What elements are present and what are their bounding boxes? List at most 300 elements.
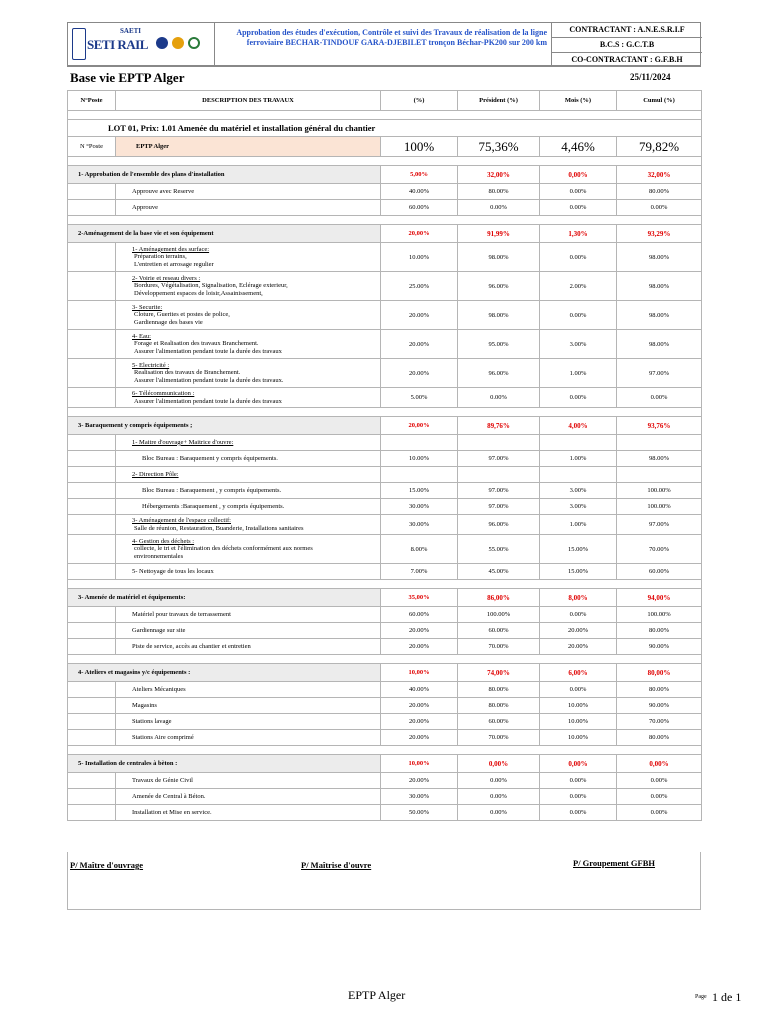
table-row (68, 623, 702, 639)
row-month: 0.00% (540, 773, 617, 789)
row-cumul: 100.00% (617, 607, 702, 623)
table-row (68, 714, 702, 730)
contractant-box (551, 23, 702, 65)
row-description-line: Cloture, Guerites et postes de police, (134, 311, 230, 319)
row-prev (458, 435, 540, 451)
row-cumul (617, 467, 702, 483)
row-pct (381, 467, 458, 483)
row-pct: 20.00% (381, 773, 458, 789)
row-prev: 96.00% (458, 515, 540, 535)
row-description-line: collecte, le tri et l'élimination des déchets conformément aux normes (134, 545, 313, 553)
row-poste (68, 682, 116, 698)
row-month: 10.00% (540, 698, 617, 714)
table-row (68, 301, 702, 330)
section-month: 0,00% (540, 166, 617, 184)
section-row (68, 589, 702, 607)
row-pct: 8.00% (381, 535, 458, 564)
row-pct: 40.00% (381, 184, 458, 200)
summary-cumul: 79,82% (617, 137, 702, 157)
row-month: 10.00% (540, 730, 617, 746)
table-row (68, 607, 702, 623)
row-cumul: 70.00% (617, 714, 702, 730)
row-prev: 98.00% (458, 301, 540, 330)
signature-area (67, 852, 701, 910)
bcs: B.C.S : G.C.T.B (552, 38, 702, 53)
row-description-line: Salle de réunion, Restauration, Buanderie, Installations sanitaires (134, 524, 304, 532)
section-month: 4,00% (540, 417, 617, 435)
row-poste (68, 639, 116, 655)
row-cumul: 100.00% (617, 483, 702, 499)
spacer (68, 746, 702, 755)
row-description-line: Forage et Realisation des travaux Branchement. (134, 340, 259, 348)
row-poste (68, 773, 116, 789)
row-description-line: Bordures, Végétalisation, Signalisation, Eclérage exterieur, (134, 282, 288, 290)
row-cumul: 0.00% (617, 789, 702, 805)
row-description (116, 272, 381, 301)
section-pct: 20,00% (381, 225, 458, 243)
row-description-line: 2- Direction Pôle: (132, 470, 179, 478)
table-row (68, 359, 702, 388)
signature-groupement: P/ Groupement GFBH (573, 858, 656, 868)
section-prev: 89,76% (458, 417, 540, 435)
spacer (68, 111, 702, 120)
row-description-line: Travaux de Génie Civil (132, 776, 193, 784)
row-description-line: 4- Gestion des déchets : (132, 537, 195, 545)
row-month: 20.00% (540, 623, 617, 639)
row-pct: 30.00% (381, 515, 458, 535)
row-description-line: L'entretien et arrosage regulier (134, 260, 214, 268)
row-poste (68, 243, 116, 272)
spacer (68, 655, 702, 664)
row-description (116, 682, 381, 698)
section-month: 0,00% (540, 755, 617, 773)
partner-logo-3-icon (188, 37, 200, 49)
table-row (68, 435, 702, 451)
document-header (67, 22, 701, 66)
row-description (116, 243, 381, 272)
row-poste (68, 515, 116, 535)
col-description: DESCRIPTION DES TRAVAUX (116, 91, 381, 111)
row-description-line: Développement espaces de loisir,Assainissement, (134, 289, 263, 297)
row-description-line: 6- Télécommunication : (132, 390, 195, 397)
row-cumul: 0.00% (617, 200, 702, 216)
row-description-line: 4- Eau: (132, 332, 151, 340)
row-cumul: 97.00% (617, 515, 702, 535)
row-prev: 55.00% (458, 535, 540, 564)
row-pct: 25.00% (381, 272, 458, 301)
seti-emblem-icon (72, 28, 86, 60)
row-description-line: Matériel pour travaux de terrassement (132, 610, 231, 618)
row-month (540, 435, 617, 451)
row-month: 0.00% (540, 200, 617, 216)
table-row (68, 698, 702, 714)
section-cumul: 32,00% (617, 166, 702, 184)
row-month: 3.00% (540, 499, 617, 515)
row-prev: 97.00% (458, 451, 540, 467)
row-prev: 0.00% (458, 388, 540, 408)
logo-area (68, 23, 215, 65)
row-description-line: Stations lavage (132, 717, 172, 725)
row-pct: 10.00% (381, 243, 458, 272)
row-pct: 20.00% (381, 301, 458, 330)
row-description (116, 639, 381, 655)
row-prev: 80.00% (458, 682, 540, 698)
row-prev: 100.00% (458, 607, 540, 623)
saeti-logo: SAETI (120, 27, 142, 35)
row-description (116, 483, 381, 499)
table-row (68, 200, 702, 216)
row-cumul: 0.00% (617, 805, 702, 821)
row-poste (68, 730, 116, 746)
row-poste (68, 388, 116, 408)
row-description (116, 789, 381, 805)
table-row (68, 564, 702, 580)
row-description (116, 564, 381, 580)
row-description (116, 535, 381, 564)
row-description-line: Gardiennage des bases vie (134, 318, 203, 326)
row-description-line: Gardiennage sur site (132, 626, 186, 634)
summary-row (68, 137, 702, 157)
row-month: 0.00% (540, 607, 617, 623)
row-pct: 20.00% (381, 698, 458, 714)
summary-name: EPTP Alger (116, 137, 381, 157)
col-poste: N°Poste (68, 91, 116, 111)
col-cumul: Cumul (%) (617, 91, 702, 111)
row-cumul: 98.00% (617, 301, 702, 330)
row-description-line: Magasins (132, 701, 157, 709)
row-description-line: Bloc Bureau : Baraquement y compris équipements. (142, 454, 278, 462)
row-description-line: Installation et Mise en service. (132, 808, 212, 816)
row-cumul: 90.00% (617, 698, 702, 714)
row-poste (68, 467, 116, 483)
row-pct: 60.00% (381, 607, 458, 623)
row-description (116, 359, 381, 388)
row-description (116, 451, 381, 467)
row-poste (68, 435, 116, 451)
row-prev: 0.00% (458, 805, 540, 821)
row-pct: 20.00% (381, 730, 458, 746)
row-description (116, 714, 381, 730)
row-pct: 7.00% (381, 564, 458, 580)
spacer (68, 580, 702, 589)
section-title: 4- Ateliers et magasins y/c équipements : (68, 664, 381, 682)
row-poste (68, 330, 116, 359)
section-pct: 5,00% (381, 166, 458, 184)
row-prev: 60.00% (458, 714, 540, 730)
co-contractant: CO-CONTRACTANT : G.F.B.H (571, 55, 683, 64)
row-pct: 20.00% (381, 330, 458, 359)
row-cumul: 80.00% (617, 184, 702, 200)
row-month: 10.00% (540, 714, 617, 730)
row-description (116, 184, 381, 200)
row-description-line: Stations Aire comprimé (132, 733, 194, 741)
footer-page-value: 1 de 1 (712, 990, 742, 1004)
table-row (68, 773, 702, 789)
table-row (68, 483, 702, 499)
table-row (68, 805, 702, 821)
spacer (68, 157, 702, 166)
sections-body (68, 157, 702, 821)
row-month: 0.00% (540, 243, 617, 272)
row-poste (68, 789, 116, 805)
row-cumul (617, 435, 702, 451)
section-title: 3- Baraquement y compris équipements ; (68, 417, 381, 435)
section-title: 1- Approbation de l'ensemble des plans d'installation (68, 166, 381, 184)
row-cumul: 90.00% (617, 639, 702, 655)
row-month: 1.00% (540, 359, 617, 388)
row-description-line: 3- Securite: (132, 303, 163, 311)
row-pct: 60.00% (381, 200, 458, 216)
seti-rail-logo: SETI RAIL (87, 37, 148, 52)
row-description-line: Assurer l'alimentation pendant toute la durée des travaux (134, 347, 282, 355)
section-pct: 10,00% (381, 664, 458, 682)
row-prev: 98.00% (458, 243, 540, 272)
row-prev: 0.00% (458, 200, 540, 216)
lot-title: LOT 01, Prix: 1.01 Amenée du matériel et installation général du chantier (68, 120, 702, 137)
row-description (116, 388, 381, 408)
row-cumul: 0.00% (617, 388, 702, 408)
row-prev (458, 467, 540, 483)
row-month: 0.00% (540, 682, 617, 698)
row-month: 15.00% (540, 564, 617, 580)
row-cumul: 70.00% (617, 535, 702, 564)
row-month: 2.00% (540, 272, 617, 301)
section-row (68, 225, 702, 243)
row-month: 0.00% (540, 184, 617, 200)
row-description (116, 499, 381, 515)
row-description (116, 200, 381, 216)
row-prev: 70.00% (458, 730, 540, 746)
footer-center: EPTP Alger (348, 988, 406, 1002)
row-description (116, 330, 381, 359)
row-description-line: environnementales (134, 552, 184, 560)
section-row (68, 755, 702, 773)
row-prev: 97.00% (458, 499, 540, 515)
section-prev: 32,00% (458, 166, 540, 184)
row-prev: 0.00% (458, 773, 540, 789)
col-month: Mois (%) (540, 91, 617, 111)
table-row (68, 388, 702, 408)
row-month: 3.00% (540, 330, 617, 359)
doc-date: 25/11/2024 (630, 72, 671, 82)
section-cumul: 93,29% (617, 225, 702, 243)
row-month (540, 467, 617, 483)
table-row (68, 535, 702, 564)
row-prev: 45.00% (458, 564, 540, 580)
section-prev: 0,00% (458, 755, 540, 773)
spacer (68, 216, 702, 225)
row-description-line: Assurer l'alimentation pendant toute la durée des travaux (134, 397, 282, 405)
row-description (116, 623, 381, 639)
table-row (68, 272, 702, 301)
row-description (116, 805, 381, 821)
table-row (68, 499, 702, 515)
row-description-line: Amenée de Central à Béton. (132, 792, 206, 800)
row-pct: 5.00% (381, 388, 458, 408)
row-description-line: Assurer l'alimentation pendant toute la durée des travaux. (134, 376, 284, 384)
row-pct (381, 435, 458, 451)
row-poste (68, 607, 116, 623)
lot-row (68, 120, 702, 137)
section-pct: 20,00% (381, 417, 458, 435)
row-month: 0.00% (540, 805, 617, 821)
section-cumul: 0,00% (617, 755, 702, 773)
row-poste (68, 805, 116, 821)
row-pct: 20.00% (381, 359, 458, 388)
row-poste (68, 535, 116, 564)
row-month: 1.00% (540, 515, 617, 535)
section-title: 3- Amenée de matériel et équipements: (68, 589, 381, 607)
row-description-line: 5- Electricité : (132, 361, 170, 369)
row-poste (68, 698, 116, 714)
row-prev: 0.00% (458, 789, 540, 805)
row-prev: 96.00% (458, 359, 540, 388)
table-row (68, 184, 702, 200)
row-poste (68, 623, 116, 639)
signature-maitrise-ouvre: P/ Maîtrise d'ouvre (301, 860, 372, 870)
row-description (116, 301, 381, 330)
table-row (68, 515, 702, 535)
row-description (116, 698, 381, 714)
footer-page-label: Page (695, 994, 707, 1000)
row-month: 20.00% (540, 639, 617, 655)
row-description-line: Realisation des travaux de Branchement. (134, 369, 241, 377)
row-prev: 96.00% (458, 272, 540, 301)
row-description-line: 5- Nettoyage de tous les locaux (132, 567, 214, 575)
row-month: 0.00% (540, 388, 617, 408)
row-pct: 15.00% (381, 483, 458, 499)
row-description-line: 3- Aménagement de l'espace collectif: (132, 517, 231, 524)
row-poste (68, 301, 116, 330)
row-poste (68, 483, 116, 499)
summary-prev: 75,36% (458, 137, 540, 157)
row-cumul: 98.00% (617, 272, 702, 301)
row-cumul: 100.00% (617, 499, 702, 515)
row-cumul: 98.00% (617, 451, 702, 467)
section-cumul: 80,00% (617, 664, 702, 682)
summary-pct: 100% (381, 137, 458, 157)
row-pct: 50.00% (381, 805, 458, 821)
row-poste (68, 272, 116, 301)
row-description (116, 515, 381, 535)
section-prev: 91,99% (458, 225, 540, 243)
row-cumul: 98.00% (617, 330, 702, 359)
row-description-line: Hébergements :Baraquement , y compris équipements. (142, 502, 285, 510)
row-prev: 60.00% (458, 623, 540, 639)
table-row (68, 682, 702, 698)
row-description-line: 1- Maitre d'ouvrage+ Maitrice d'ouvre: (132, 438, 234, 446)
partner-logo-2-icon (172, 37, 184, 49)
row-description-line: 1- Aménagement des surface: (132, 245, 210, 253)
row-description-line: 2- Voirie et reseau divers : (132, 274, 201, 282)
row-prev: 95.00% (458, 330, 540, 359)
row-poste (68, 359, 116, 388)
table-row (68, 467, 702, 483)
row-poste (68, 451, 116, 467)
row-description-line: Bloc Bureau : Baraquement , y compris équipements. (142, 486, 282, 494)
row-pct: 10.00% (381, 451, 458, 467)
row-description-line: Approuve (132, 203, 158, 211)
header-divider (67, 66, 701, 67)
row-month: 3.00% (540, 483, 617, 499)
table-row (68, 639, 702, 655)
section-row (68, 166, 702, 184)
table-row (68, 243, 702, 272)
row-description (116, 467, 381, 483)
row-month: 15.00% (540, 535, 617, 564)
table-header (68, 91, 702, 111)
row-prev: 80.00% (458, 698, 540, 714)
table-row (68, 730, 702, 746)
row-description-line: Préparation terrains, (134, 253, 187, 261)
row-pct: 30.00% (381, 789, 458, 805)
section-prev: 86,00% (458, 589, 540, 607)
section-cumul: 94,00% (617, 589, 702, 607)
row-poste (68, 200, 116, 216)
row-description-line: Approuve avec Reserve (132, 187, 195, 195)
col-pct: (%) (381, 91, 458, 111)
row-poste (68, 184, 116, 200)
table-row (68, 330, 702, 359)
signature-maitre-ouvrage: P/ Maître d'ouvrage (70, 860, 144, 870)
row-cumul: 97.00% (617, 359, 702, 388)
section-pct: 35,00% (381, 589, 458, 607)
summary-month: 4,46% (540, 137, 617, 157)
section-month: 8,00% (540, 589, 617, 607)
row-pct: 20.00% (381, 623, 458, 639)
row-cumul: 80.00% (617, 682, 702, 698)
table-row (68, 451, 702, 467)
doc-title: Base vie EPTP Alger (70, 70, 185, 85)
row-pct: 20.00% (381, 714, 458, 730)
row-cumul: 60.00% (617, 564, 702, 580)
section-row (68, 417, 702, 435)
section-cumul: 93,76% (617, 417, 702, 435)
row-poste (68, 499, 116, 515)
section-month: 1,30% (540, 225, 617, 243)
row-pct: 20.00% (381, 639, 458, 655)
row-cumul: 80.00% (617, 623, 702, 639)
row-pct: 30.00% (381, 499, 458, 515)
row-prev: 70.00% (458, 639, 540, 655)
row-cumul: 0.00% (617, 773, 702, 789)
row-month: 1.00% (540, 451, 617, 467)
row-month: 0.00% (540, 789, 617, 805)
row-description (116, 607, 381, 623)
row-description-line: Ateliers Mécaniques (132, 685, 186, 693)
project-title: Approbation des études d'exécution, Contrôle et suivi des Travaux de réalisation de la ligne ferroviaire BECHAR-TINDOUF GARA-DJEBILET tronçon Béchar-PK200 sur 200 km (236, 28, 547, 47)
row-description (116, 435, 381, 451)
table-row (68, 789, 702, 805)
contractant: CONTRACTANT : A.N.E.S.R.I.F (552, 23, 702, 38)
section-month: 6,00% (540, 664, 617, 682)
row-poste (68, 714, 116, 730)
row-prev: 97.00% (458, 483, 540, 499)
section-row (68, 664, 702, 682)
row-description (116, 730, 381, 746)
row-prev: 80.00% (458, 184, 540, 200)
section-prev: 74,00% (458, 664, 540, 682)
section-title: 5- Installation de centrales à bèton : (68, 755, 381, 773)
summary-poste: N °Poste (68, 137, 116, 157)
row-description-line: Piste de service, accès au chantier et entretien (132, 642, 251, 650)
row-month: 0.00% (540, 301, 617, 330)
col-previous: Président (%) (458, 91, 540, 111)
row-description (116, 773, 381, 789)
spacer (68, 408, 702, 417)
section-pct: 10,00% (381, 755, 458, 773)
row-poste (68, 564, 116, 580)
